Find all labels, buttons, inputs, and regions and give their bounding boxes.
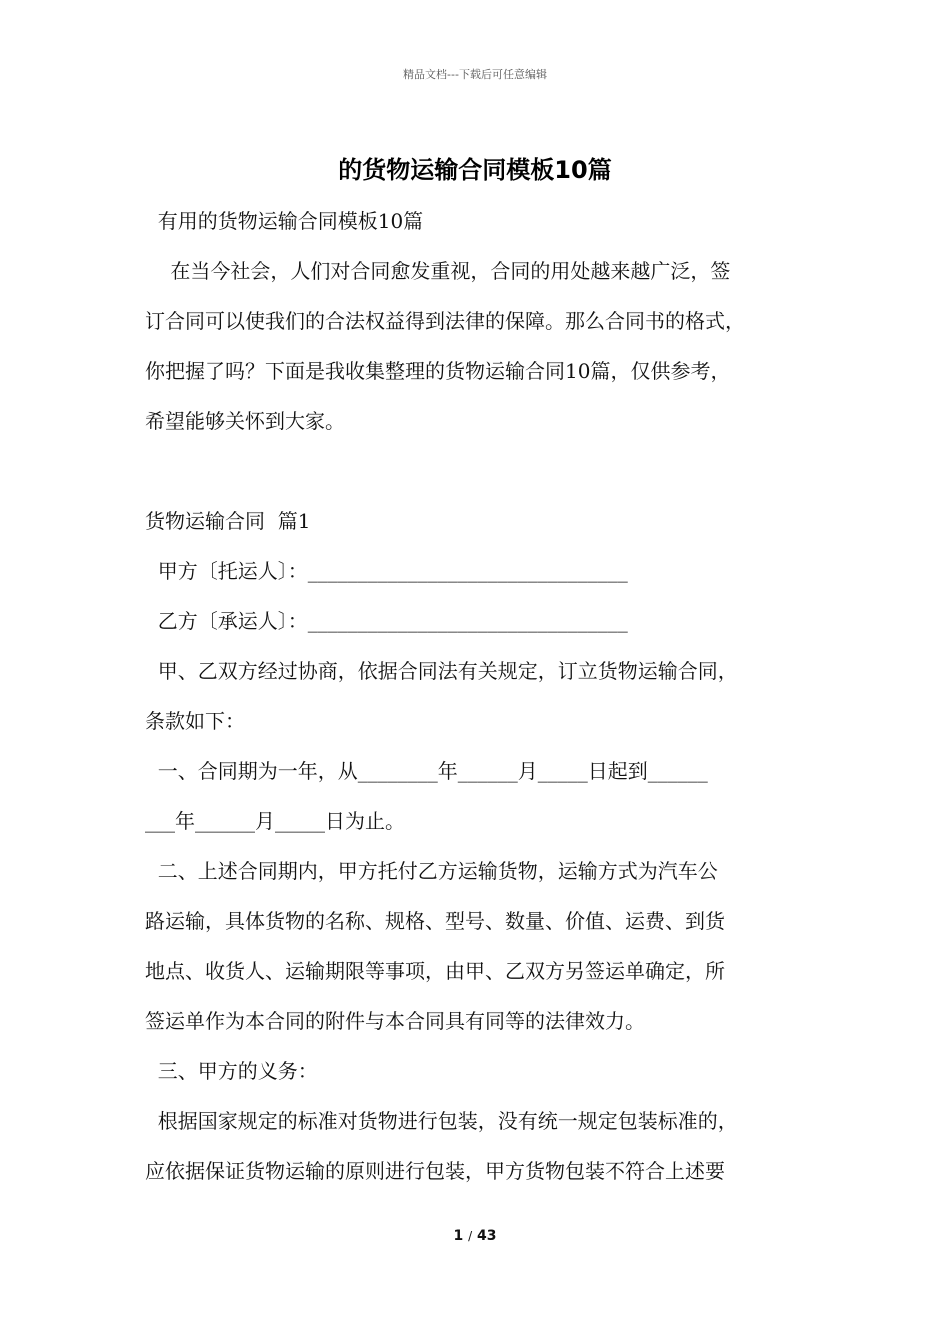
- clause-2-line-3: 地点、收货人、运输期限等事项，由甲、乙双方另签运单确定，所: [145, 959, 725, 983]
- page-number: [0, 1228, 950, 1244]
- section-heading: 货物运输合同 篇1: [145, 509, 311, 533]
- page-separator: /: [468, 1229, 473, 1243]
- body-line: 甲、乙双方经过协商，依据合同法有关规定，订立货物运输合同，: [145, 659, 738, 683]
- party-b-line: 乙方〔承运人〕：________________________________: [145, 609, 628, 633]
- party-a-line: 甲方〔托运人〕：________________________________: [145, 559, 628, 583]
- document-title: 的货物运输合同模板10篇: [338, 156, 612, 184]
- clause-3-line-1: 根据国家规定的标准对货物进行包装，没有统一规定包装标准的，: [145, 1109, 738, 1133]
- clause-2-line-2: 路运输，具体货物的名称、规格、型号、数量、价值、运费、到货: [145, 909, 725, 933]
- intro-line-2: 订合同可以使我们的合法权益得到法律的保障。那么合同书的格式，: [145, 309, 745, 333]
- intro-line-3: 你把握了吗？下面是我收集整理的货物运输合同10篇，仅供参考，: [145, 359, 731, 383]
- current-page: 1: [453, 1228, 464, 1244]
- term-line-1: 一、合同期为一年，从________年______月_____日起到______: [145, 759, 708, 783]
- clause-2-line-1: 二、上述合同期内，甲方托付乙方运输货物，运输方式为汽车公: [145, 859, 718, 883]
- clause-3-heading: 三、甲方的义务：: [145, 1059, 318, 1083]
- subtitle-line: 有用的货物运输合同模板10篇: [145, 209, 424, 233]
- clause-3-line-2: 应依据保证货物运输的原则进行包装，甲方货物包装不符合上述要: [145, 1159, 725, 1183]
- intro-line-1: 在当今社会，人们对合同愈发重视，合同的用处越来越广泛，签: [145, 259, 731, 283]
- term-line-2: ___年______月_____日为止。: [145, 809, 405, 833]
- body-line: 条款如下：: [145, 709, 245, 733]
- intro-line-4: 希望能够关怀到大家。: [145, 409, 345, 433]
- page-header: 精品文档---下载后可任意编辑: [403, 68, 547, 81]
- total-pages: 43: [477, 1228, 497, 1244]
- clause-2-line-4: 签运单作为本合同的附件与本合同具有同等的法律效力。: [145, 1009, 645, 1033]
